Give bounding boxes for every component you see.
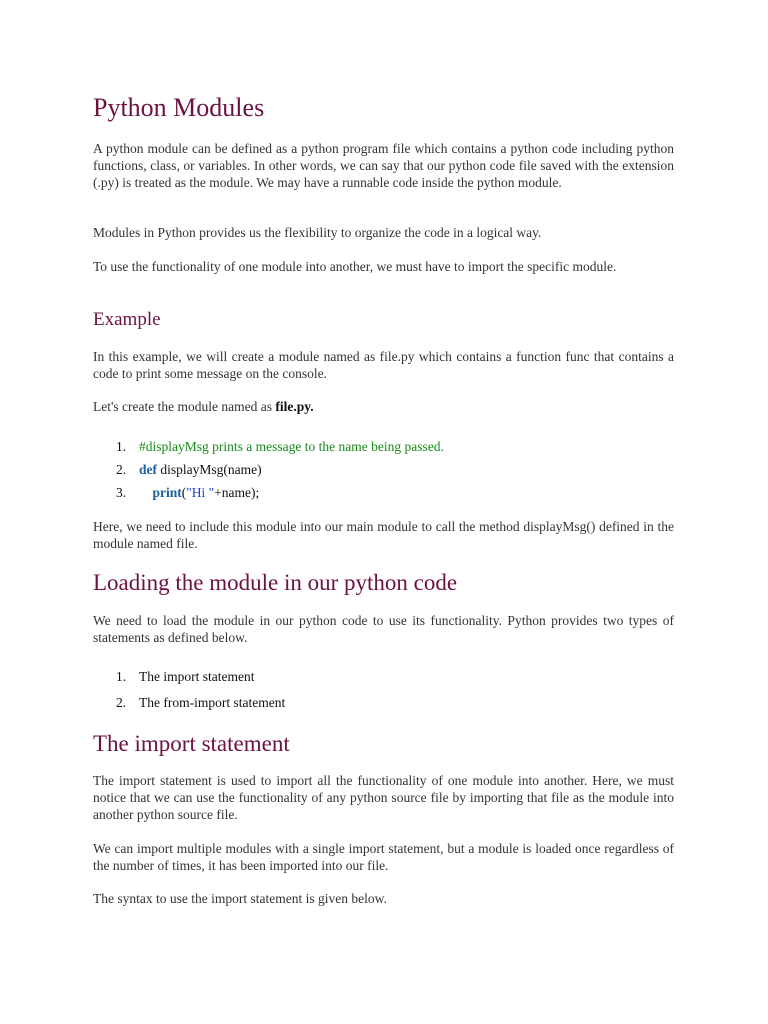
- example-paragraph-3: Here, we need to include this module into our main module to call the method displayMsg() defined in the module named file.: [93, 519, 674, 551]
- example-paragraph-2: [93, 398, 674, 415]
- example-paragraph-1: In this example, we will create a module named as file.py which contains a function func that contains a code to print some message on the console.: [93, 349, 674, 381]
- list-item: [93, 694, 674, 711]
- intro-paragraph-2: Modules in Python provides us the flexibility to organize the code in a logical way.: [93, 225, 542, 240]
- page-title: Python Modules: [93, 93, 265, 122]
- list-item-text: The import statement: [139, 669, 255, 684]
- filename-bold: file.py.: [275, 399, 314, 414]
- example-paragraph-2-text: Let's create the module named as: [93, 399, 276, 414]
- code-keyword: print: [152, 485, 182, 500]
- code-listing: [93, 438, 674, 501]
- code-line-1: [93, 438, 674, 455]
- list-item-text: The from-import statement: [139, 695, 286, 710]
- intro-paragraph-1: A python module can be defined as a python program file which contains a python code including python functions, class, or variables. In other words, we can say that our python code file saved with the extension (.py) is treated as the module. We may have a runnable code inside the python module.: [93, 141, 674, 190]
- code-comment: #displayMsg prints a message to the name being passed.: [139, 439, 444, 454]
- code-text: (: [181, 485, 187, 500]
- code-keyword: def: [139, 462, 157, 477]
- import-heading: The import statement: [93, 731, 290, 756]
- loading-heading: Loading the module in our python code: [93, 570, 458, 595]
- code-text: +name);: [214, 485, 260, 500]
- code-string: "Hi ": [186, 485, 215, 500]
- import-paragraph-3: The syntax to use the import statement is given below.: [93, 891, 387, 906]
- line-number: 1.: [116, 439, 127, 454]
- code-line-3: [93, 484, 674, 501]
- example-heading: Example: [93, 309, 161, 330]
- list-number: 1.: [116, 669, 127, 684]
- code-line-2: [93, 461, 674, 478]
- code-indent: [139, 485, 153, 500]
- list-item: [93, 668, 674, 685]
- statement-types-list: [93, 668, 674, 711]
- line-number: 3.: [116, 485, 127, 500]
- list-number: 2.: [116, 695, 127, 710]
- import-paragraph-1: The import statement is used to import all the functionality of one module into another. Here, we must notice that we can use the functionality of any python source file by importing that file as the module into another python source file.: [93, 773, 674, 822]
- code-text: displayMsg(name): [157, 462, 262, 477]
- import-paragraph-2: We can import multiple modules with a single import statement, but a module is loaded once regardless of the number of times, it has been imported into our file.: [93, 841, 674, 873]
- line-number: 2.: [116, 462, 127, 477]
- intro-paragraph-3: To use the functionality of one module into another, we must have to import the specific module.: [93, 259, 617, 274]
- loading-paragraph: We need to load the module in our python code to use its functionality. Python provides two types of statements as defined below.: [93, 613, 674, 645]
